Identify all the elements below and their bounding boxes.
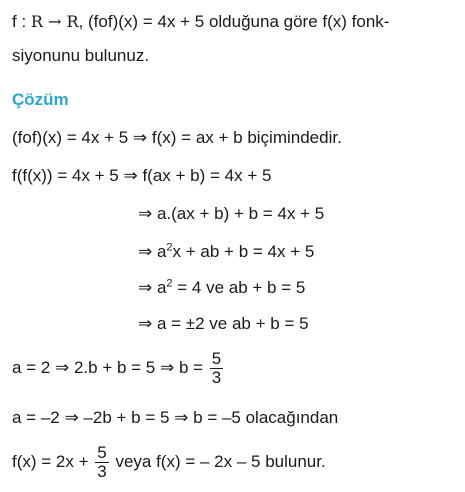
step-text: f(x) = 2x + xyxy=(12,452,94,471)
step-1: (fof)(x) = 4x + 5 ⇒ f(x) = ax + b biçimindedir. xyxy=(12,128,342,147)
fraction xyxy=(210,350,223,387)
step-4 xyxy=(138,242,314,262)
step-6: ⇒ a = ±2 ve ab + b = 5 xyxy=(138,314,309,333)
step-text: veya f(x) = – 2x – 5 bulunur. xyxy=(110,452,326,471)
exponent: 2 xyxy=(166,241,173,254)
exponent: 2 xyxy=(166,277,173,290)
problem-text: , (fof)(x) = 4x + 5 olduğuna göre f(x) fonk- xyxy=(78,12,390,31)
function-mapping: R → R xyxy=(30,12,79,31)
fraction-denominator: 3 xyxy=(97,462,107,482)
step-text: = 4 ve ab + b = 5 xyxy=(172,278,306,297)
step-7 xyxy=(12,348,225,388)
fraction-denominator: 3 xyxy=(211,368,222,388)
fraction xyxy=(95,444,108,481)
step-text: ⇒ a xyxy=(138,242,167,261)
step-text: x + ab + b = 4x + 5 xyxy=(172,242,315,261)
step-2: f(f(x)) = 4x + 5 ⇒ f(ax + b) = 4x + 5 xyxy=(12,166,272,185)
fraction-numerator: 5 xyxy=(211,349,222,369)
step-9 xyxy=(12,442,326,482)
problem-text: f : xyxy=(12,12,31,31)
step-text: a = 2 ⇒ 2.b + b = 5 ⇒ b = xyxy=(12,358,208,377)
solution-heading: Çözüm xyxy=(12,90,69,109)
step-text: ⇒ a xyxy=(138,278,167,297)
fraction-numerator: 5 xyxy=(97,443,107,463)
problem-line-2: siyonunu bulunuz. xyxy=(12,46,150,65)
problem-line-1 xyxy=(12,12,389,32)
step-8: a = –2 ⇒ –2b + b = 5 ⇒ b = –5 olacağından xyxy=(12,408,339,427)
step-5 xyxy=(138,278,305,298)
step-3: ⇒ a.(ax + b) + b = 4x + 5 xyxy=(138,204,325,223)
